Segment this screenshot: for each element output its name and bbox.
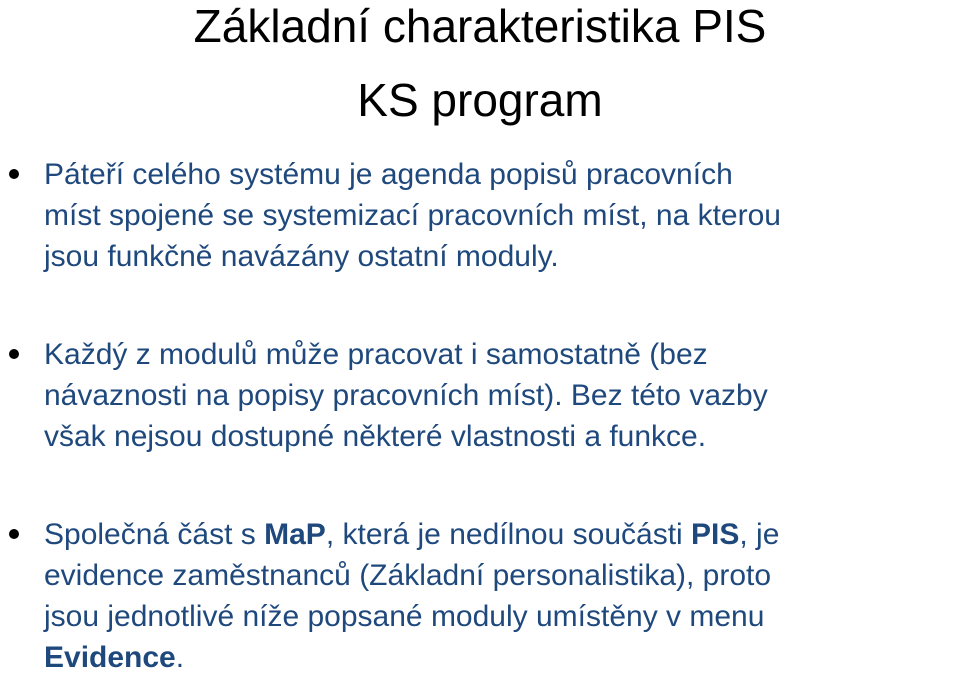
text-segment: , je [739, 518, 780, 551]
bullet-line: návaznosti na popisy pracovních míst). Bez této vazby [44, 379, 768, 412]
bullet-line: Páteří celého systému je agenda popisů pracovních [44, 158, 733, 191]
slide-subtitle: KS program [357, 74, 603, 126]
bullet-dot-icon [9, 349, 19, 359]
text-segment: . [175, 641, 185, 674]
bullet-text [44, 334, 960, 457]
pis-term: PIS [691, 518, 740, 551]
bullet-line: míst spojené se systemizací pracovních míst, na kterou [44, 199, 781, 232]
bullet-dot-icon [9, 529, 19, 539]
map-term: MaP [264, 518, 326, 551]
bullet-text [44, 154, 960, 277]
bullet-line: však nejsou dostupné některé vlastnosti a funkce. [44, 420, 707, 453]
bullet-line: jsou funkčně navázány ostatní moduly. [44, 240, 559, 273]
bullet-line [44, 514, 960, 555]
bullet-line: evidence zaměstnanců (Základní personalistika), proto [44, 559, 772, 592]
evidence-menu-term: Evidence [44, 641, 176, 674]
bullet-dot-icon [9, 169, 19, 179]
text-segment: , která je nedílnou součásti [325, 518, 692, 551]
text-segment: Společná část s [44, 518, 265, 551]
bullet-line: Každý z modulů může pracovat i samostatně (bez [44, 338, 708, 371]
bullet-line [44, 637, 960, 678]
bullet-line: jsou jednotlivé níže popsané moduly umístěny v menu [44, 600, 765, 633]
bullet-text [44, 514, 960, 678]
slide-title: Základní charakteristika PIS [193, 0, 767, 52]
